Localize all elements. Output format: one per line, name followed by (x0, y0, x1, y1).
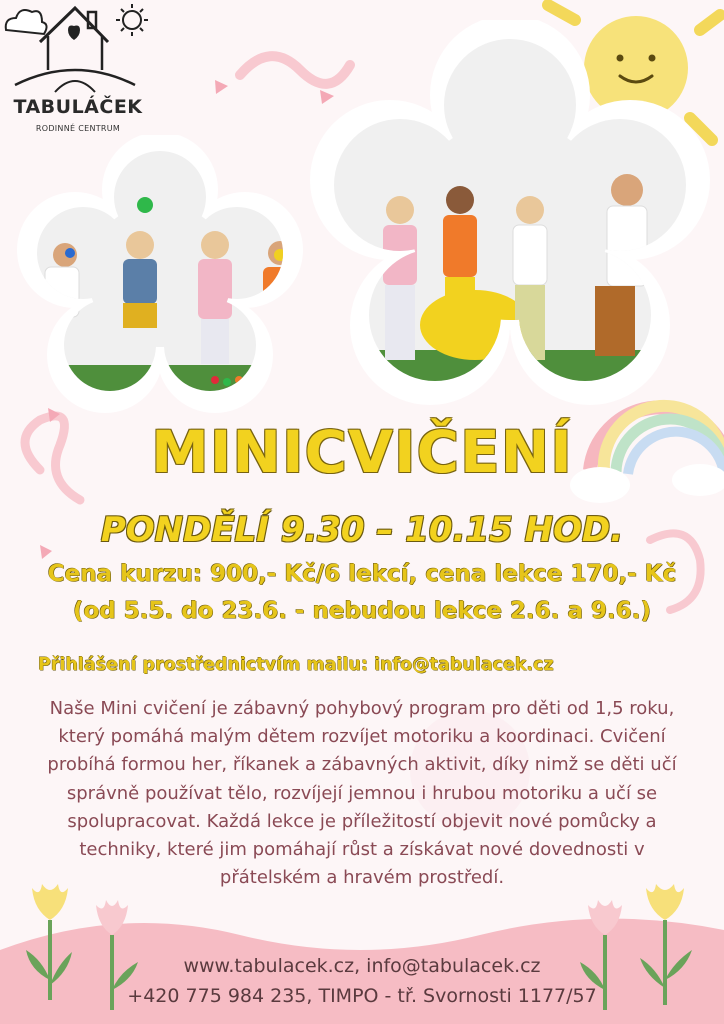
tulip-icon (26, 884, 72, 1000)
description-line: techniky, které jim pomáhají růst a získávat nové dovednosti v (79, 839, 645, 861)
logo (0, 0, 160, 140)
description-line: přátelském a hravém prostředí. (219, 867, 505, 889)
description-line: správně používat tělo, rozvíjejí jemnou i hrubou motoriku a učí se (66, 782, 658, 804)
cloud-icon (6, 10, 47, 34)
description-line: který pomáhá malým dětem rozvíjet motoriku a koordinaci. Cvičení (58, 726, 666, 748)
small-sun-icon (116, 4, 148, 36)
day-time: PONDĚLÍ 9.30 – 10.15 HOD. (100, 510, 624, 550)
logo-subtitle: RODINNÉ CENTRUM (35, 124, 121, 133)
footer-contact-address: +420 775 984 235, TIMPO - tř. Svornosti 1177/57 (127, 985, 597, 1007)
description-line: spolupracovat. Každá lekce je příležitostí objevit nové pomůcky a (67, 810, 657, 832)
logo-name: TABULÁČEK (13, 96, 143, 118)
footer-contact-web[interactable]: www.tabulacek.cz, info@tabulacek.cz (183, 955, 541, 977)
house-heart-logo (0, 0, 160, 100)
right-flower-photo (305, 20, 715, 420)
signup-info[interactable]: Přihlášení prostřednictvím mailu: info@tabulacek.cz (38, 655, 554, 675)
left-flower-photo (15, 135, 305, 420)
description-line: probíhá formou her, říkanek a zábavných aktivit, díky nimž se děti učí (47, 754, 677, 776)
page-title: MINICVIČENÍ (151, 418, 573, 486)
price-info: Cena kurzu: 900,- Kč/6 lekcí, cena lekce 170,- Kč (47, 561, 677, 587)
description-line: Naše Mini cvičení je zábavný pohybový program pro děti od 1,5 roku, (49, 698, 675, 719)
date-range: (od 5.5. do 23.6. - nebudou lekce 2.6. a 9.6.) (72, 598, 652, 624)
description (10, 695, 714, 892)
